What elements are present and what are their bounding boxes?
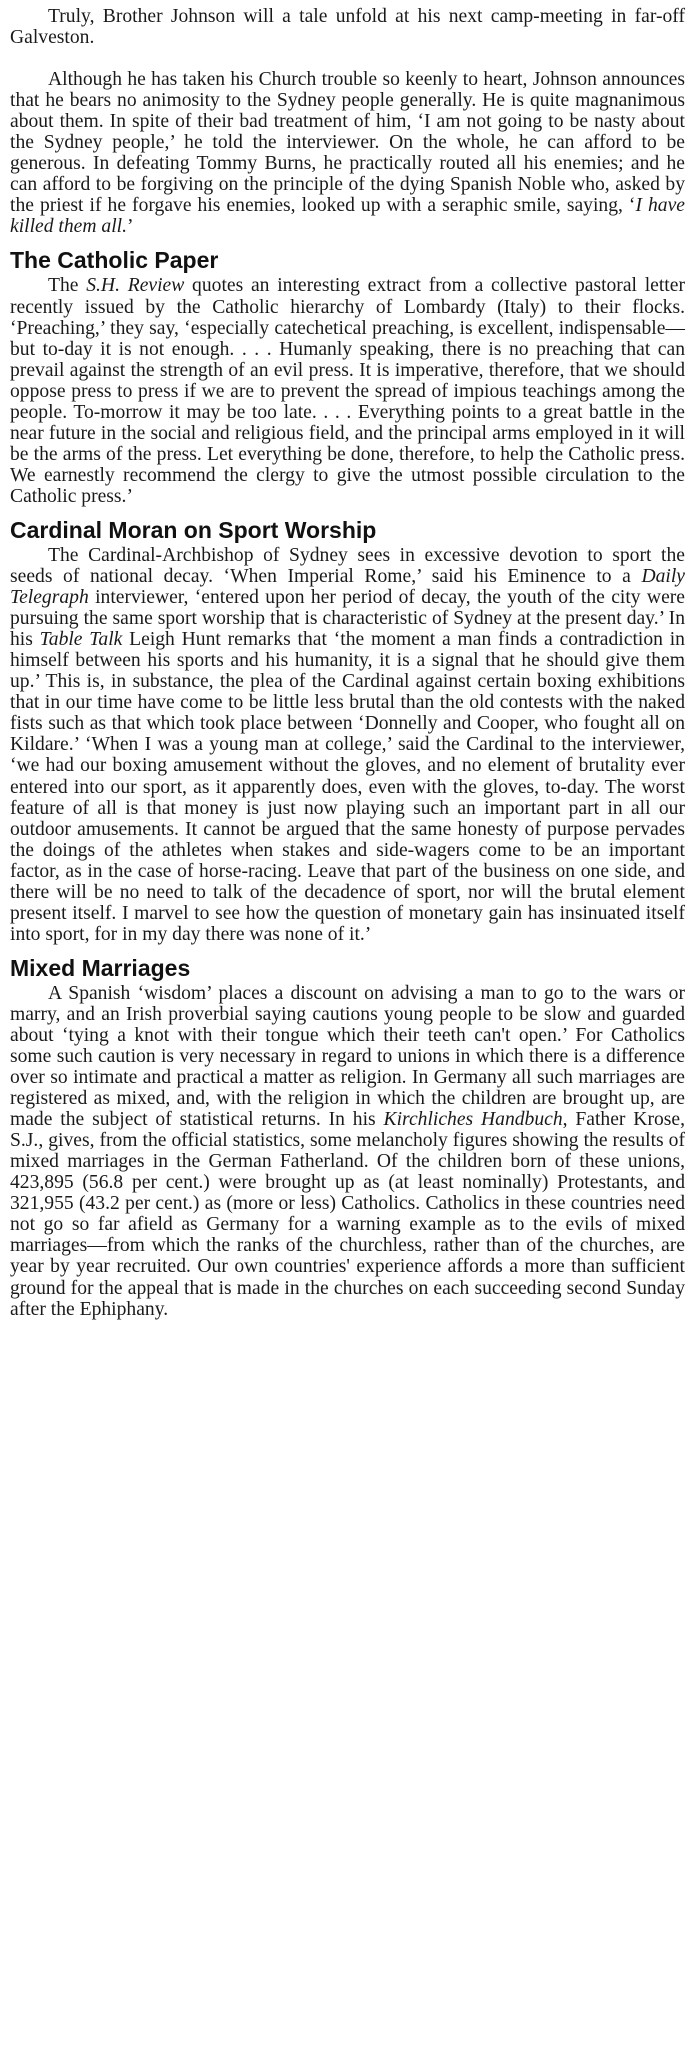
section-cardinal-moran — [10, 517, 685, 945]
cardinal-moran-text-3: Leigh Hunt remarks that ‘the moment a man finds a contradiction in himself between his sports and his humanity, it is a signal that he should give them up.’ This is, in substance, the plea of the Cardinal against certain boxing exhibitions that in our time have come to be little less brutal than the old contests with the naked fists such as that which took place between ‘Donnelly and Cooper, who fought all on Kildare.’ ‘When I was a young man at college,’ said the Cardinal to the interviewer, ‘we had our boxing amusement without the gloves, and no element of brutality ever entered into our sport, as it apparently does, even with the gloves, to-day. The worst feature of all is that money is just now playing such an important part in all our outdoor amusements. It cannot be argued that the same honesty of purpose pervades the doings of the athletes when stakes and side-wagers come to be an important factor, as in the case of horse-racing. Leave that part of the business on one side, and there will be no need to talk of the decadence of sport, nor will the brutal element present itself. I marvel to see how the question of monetary gain has insinuated itself into sport, for in my day there was none of it.’ — [10, 629, 685, 945]
mixed-marriages-book-title: Kirchliches Handbuch — [383, 1109, 563, 1131]
mixed-marriages-text-1: A Spanish ‘wisdom’ places a discount on advising a man to go to the wars or marry, and an Irish proverbial saying cautions young people to be slow and guarded about ‘tying a knot with their tongue which their teeth can't open.’ For Catholics some such caution is very necessary in regard to unions in which there is a difference over so intimate and practical a matter as religion. In Germany all such marriages are registered as mixed, and, with the religion in which the children are brought up, are made the subject of statistical returns. In his — [10, 982, 685, 1131]
catholic-paper-publication: S.H. Review — [86, 275, 185, 297]
intro-paragraph-2 — [10, 69, 685, 237]
catholic-paper-text-2: quotes an interesting extract from a collective pastoral letter recently issued by the Catholic hierarchy of Lombardy (Italy) to their flocks. ‘Preaching,’ they say, ‘especially catechetical preaching, is excellent, indispensable—but to-day it is not enough. . . . Humanly speaking, there is no preaching that can prevail against the strength of an evil press. It is imperative, therefore, that we should oppose press to press if we are to prevent the spread of impious teachings among the people. To-morrow it may be too late. . . . Everything points to a great battle in the near future in the social and religious field, and the principal arms employed in it will be the arms of the press. Let everything be done, therefore, to help the Catholic press. We earnestly recommend the clergy to give the utmost possible circulation to the Catholic press.’ — [10, 275, 685, 507]
intro-paragraph-1: Truly, Brother Johnson will a tale unfold at his next camp-meeting in far-off Galveston. — [10, 6, 685, 49]
mixed-marriages-paragraph — [10, 983, 685, 1320]
cardinal-moran-book-title: Table Talk — [39, 629, 123, 651]
catholic-paper-text-1: The — [48, 275, 87, 297]
catholic-paper-paragraph — [10, 275, 685, 507]
intro-quote: I have killed them all. — [10, 195, 685, 238]
heading-cardinal-moran: Cardinal Moran on Sport Worship — [10, 516, 377, 543]
heading-mixed-marriages: Mixed Marriages — [10, 954, 191, 981]
cardinal-moran-text-1: The Cardinal-Archbishop of Sydney sees in excessive devotion to sport the seeds of national decay. ‘When Imperial Rome,’ said his Eminence to a — [10, 544, 685, 588]
heading-catholic-paper: The Catholic Paper — [10, 247, 219, 274]
intro-section — [10, 6, 685, 237]
cardinal-moran-text-2: interviewer, ‘entered upon her period of decay, the youth of the city were pursuing the same sport worship that is characteristic of Sydney at the present day.’ In his — [10, 587, 685, 651]
cardinal-moran-publication: Daily Telegraph — [10, 566, 685, 609]
section-mixed-marriages — [10, 955, 685, 1320]
mixed-marriages-text-2: , Father Krose, S.J., gives, from the official statistics, some melancholy figures showing the results of mixed marriages in the German Fatherland. Of the children born of these unions, 423,895 (56.8 per cent.) were brought up as (at least nominally) Protestants, and 321,955 (43.2 per cent.) as (more or less) Catholics. Catholics in these countries need not go so far afield as Germany for a warning example as to the evils of mixed marriages—from which the ranks of the churchless, rather than of the churches, are year by year recruited. Our own countries' experience affords a more than sufficient ground for the appeal that is made in the churches on each succeeding second Sunday after the Ephiphany. — [10, 1109, 685, 1320]
cardinal-moran-paragraph — [10, 545, 685, 945]
intro-quote-close: ’ — [127, 216, 134, 238]
intro-paragraph-2-text: Although he has taken his Church trouble so keenly to heart, Johnson announces that he bears no animosity to the Sydney people generally. He is quite magnanimous about them. In spite of their bad treatment of him, ‘I am not going to be nasty about the Sydney people,’ he told the interviewer. On the whole, he can afford to be generous. In defeating Tommy Burns, he practically routed all his enemies; and he can afford to be forgiving on the principle of the dying Spanish Noble who, asked by the priest if he forgave his enemies, looked up with a seraphic smile, saying, ‘ — [10, 69, 685, 217]
section-catholic-paper — [10, 247, 685, 507]
